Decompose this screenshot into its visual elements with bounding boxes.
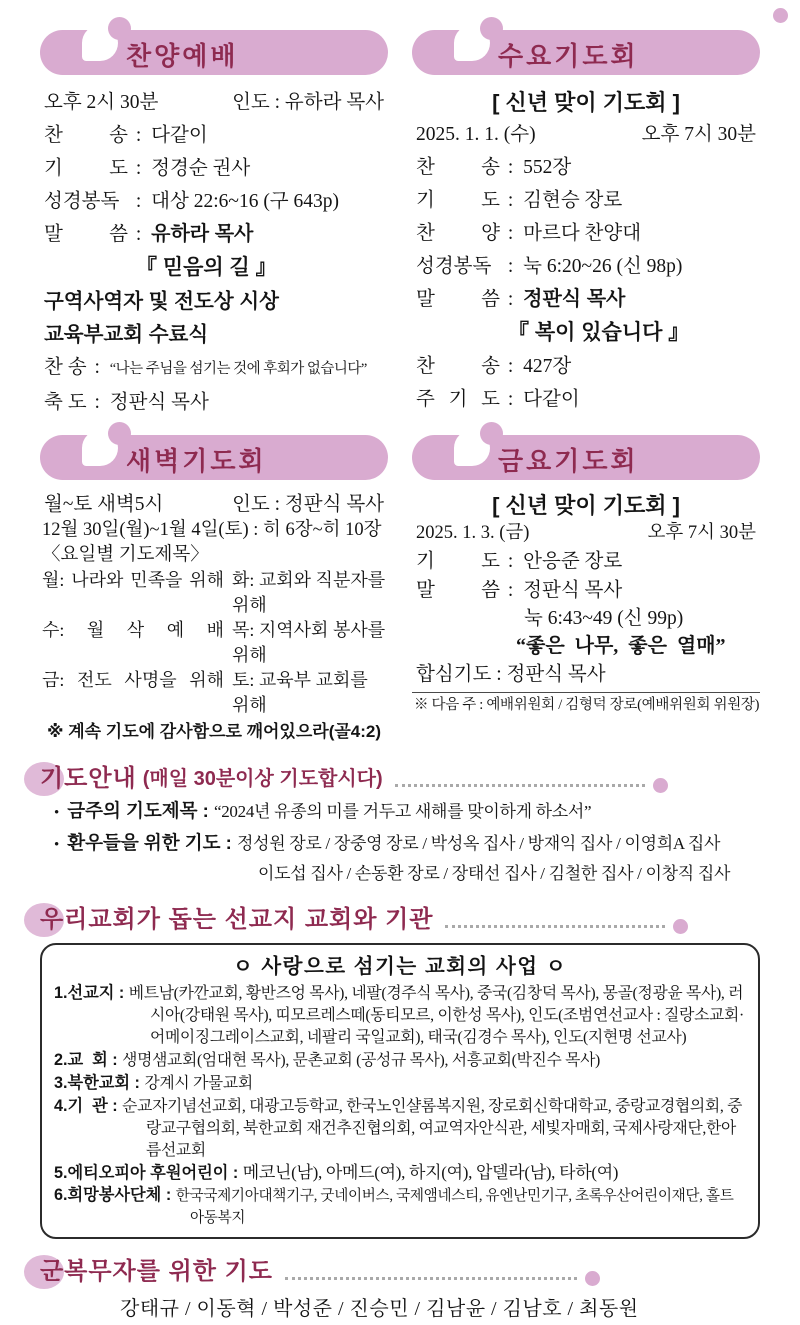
- wednesday-date: 2025. 1. 1. (수): [416, 124, 536, 145]
- praise-event: 교육부교회 수료식: [44, 323, 209, 346]
- friday-banner-title: 금요기도회: [498, 446, 639, 476]
- wednesday-subtitle: [ 신년 맞이 기도회 ]: [492, 90, 680, 115]
- military-prayer-title: 군복무자를 위한 기도: [40, 1255, 273, 1289]
- dotted-leader: [395, 784, 645, 787]
- mission-item: 5.에티오피아 후원어린이 : 메코닌(남), 아메드(여), 하지(여), 압델라(남), 타하(여): [54, 1163, 619, 1182]
- friday-subtitle: [ 신년 맞이 기도회 ]: [492, 493, 680, 518]
- wednesday-meta: [412, 119, 760, 151]
- order-row: 기 도 : 정경순 권사: [44, 158, 251, 179]
- military-names: 강태규 / 이동혁 / 박성준 / 진승민 / 김남윤 / 김남호 / 최동원: [120, 1298, 639, 1320]
- wednesday-time: 오후 7시 30분: [641, 124, 756, 145]
- section-wednesday-prayer: [412, 30, 760, 419]
- day-prayer-row: 금: 전도 사명을 위해 토: 교육부 교회를 위해: [42, 670, 368, 715]
- middle-row: [40, 435, 760, 746]
- day-prayer-row: 수: 월 삭 예 배 목: 지역사회 봉사를 위해: [42, 620, 386, 665]
- order-row: 찬 송 : 427장: [416, 356, 572, 377]
- friday-time: 오후 7시 30분: [647, 523, 756, 543]
- next-week-note: ※ 다음 주 : 예배위원회 / 김형덕 장로(예배위원회 위원장): [414, 697, 760, 713]
- praise-time: 오후 2시 30분: [44, 92, 159, 113]
- section-friday-prayer: [412, 435, 760, 746]
- order-row: 축 도 : 정판식 목사: [44, 392, 209, 413]
- dotted-leader: [285, 1277, 577, 1280]
- dawn-subtitle: 〈요일별 기도제목〉: [42, 545, 209, 565]
- dawn-note: ※ 계속 기도에 감사함으로 깨어있으라(골4:2): [46, 722, 382, 741]
- section-praise-worship: [40, 30, 388, 419]
- praise-banner-title: 찬양예배: [126, 41, 239, 71]
- wednesday-banner-title: 수요기도회: [498, 41, 639, 71]
- order-row: 찬 송 : “나는 주님을 섬기는 것에 후회가 없습니다”: [44, 357, 367, 378]
- praise-leader: 인도 : 유하라 목사: [232, 92, 384, 113]
- dawn-time: 월~토 새벽5시: [44, 494, 164, 515]
- weekly-prayer-topic: • 금주의 기도제목 : “2024년 유종의 미를 거두고 새해를 맞이하게 하소서”: [54, 800, 592, 821]
- dawn-meta: [40, 492, 388, 518]
- mission-box: [40, 943, 760, 1239]
- mission-item: 4.기 관 : 순교자기념선교회, 대광고등학교, 한국노인샬롬복지원, 장로회신학대학교, 중랑교경협의회, 중랑교구협의회, 북한교회 재건추진협의회, 여교역자안식관, 세빛자매회, 국제사랑재단,한아름선교회: [54, 1097, 743, 1159]
- praise-banner: [40, 30, 388, 75]
- praise-meta: [40, 87, 388, 119]
- mission-item: 3.북한교회 : 강계시 가물교회: [54, 1074, 253, 1092]
- section-dawn-prayer: [40, 435, 388, 746]
- mission-title: 우리교회가 돕는 선교지 교회와 기관: [40, 903, 433, 937]
- mission-item: 2.교 회 : 생명샘교회(엄대현 목사), 문촌교회 (공성규 목사), 서흥교회(박진수 목사): [54, 1051, 600, 1069]
- dot-deco-icon: [653, 778, 668, 793]
- friday-banner: [412, 435, 760, 480]
- top-row: [40, 30, 760, 419]
- friday-date: 2025. 1. 3. (금): [416, 523, 530, 543]
- mission-header: [40, 903, 688, 937]
- order-row: 말 씀 : 유하라 목사: [44, 223, 254, 245]
- dot-deco-icon: [673, 919, 688, 934]
- friday-sermon-quote: “좋은 나무, 좋은 열매”: [516, 635, 726, 657]
- friday-meta: [412, 520, 760, 547]
- dawn-banner-title: 새벽기도회: [126, 446, 267, 476]
- wednesday-sermon-title: 『 복이 있습니다 』: [508, 321, 690, 344]
- mission-item: 6.희망봉사단체 : 한국국제기아대책기구, 굿네이버스, 국제앰네스티, 유엔난민기구, 초록우산어린이재단, 홀트아동복지: [54, 1186, 734, 1226]
- praise-event: 구역사역자 및 전도상 시상: [44, 290, 279, 313]
- dotted-leader: [445, 925, 665, 928]
- day-prayer-row: 월: 나라와 민족을 위해 화: 교회와 직분자를 위해: [42, 570, 386, 615]
- order-row: 성경봉독 : 눅 6:20~26 (신 98p): [416, 256, 683, 277]
- prayer-guide-title: 기도안내: [40, 762, 137, 796]
- military-prayer-header: [40, 1255, 600, 1289]
- wednesday-banner: [412, 30, 760, 75]
- order-row: 기 도 : 김현승 장로: [416, 190, 623, 211]
- mission-box-title: ㅇ 사랑으로 섬기는 교회의 사업 ㅇ: [232, 955, 568, 978]
- order-row: 주 기 도 : 다같이: [416, 389, 580, 410]
- prayer-guide-header: [40, 762, 668, 796]
- praise-sermon-title: 『 믿음의 길 』: [136, 256, 277, 279]
- dawn-range: 12월 30일(월)~1월 4일(토) : 히 6장~히 10장: [42, 520, 382, 540]
- corner-dot: [773, 8, 788, 23]
- order-row: 말 씀 : 정판식 목사: [416, 580, 623, 601]
- dawn-leader: 인도 : 정판식 목사: [232, 494, 384, 515]
- order-row: 찬 양 : 마르다 찬양대: [416, 223, 642, 244]
- order-row: 찬 송 : 다같이: [44, 125, 208, 146]
- mission-item: 1.선교지 : 베트남(카깐교회, 황반즈엉 목사), 네팔(경주식 목사), 중국(김창덕 목사), 몽골(정광윤 목사), 러시아(강태원 목사), 띠모르레스떼(동티모르, 이한성 목사), 인도(조범연선교사 : 질랑소교회·어메이징그레이스교회, 네팔리 국일교회), 태국(김경수 목사), 인도(지현명 선교사): [54, 984, 744, 1046]
- sick-members-prayer: • 환우들을 위한 기도 : 정성원 장로 / 장중영 장로 / 박성옥 집사 / 방재익 집사 / 이영희A 집사: [54, 832, 721, 853]
- union-prayer-row: 합심기도 : 정판식 목사: [412, 660, 760, 693]
- dot-deco-icon: [585, 1271, 600, 1286]
- dawn-banner: [40, 435, 388, 480]
- order-row: 찬 송 : 552장: [416, 157, 572, 178]
- order-row: 기 도 : 안응준 장로: [416, 551, 623, 572]
- prayer-guide-subtitle: (매일 30분이상 기도합시다): [142, 768, 383, 790]
- order-row: 말 씀 : 정판식 목사: [416, 288, 626, 310]
- order-row: 성경봉독 : 대상 22:6~16 (구 643p): [44, 191, 340, 212]
- friday-scripture: 눅 6:43~49 (신 99p): [524, 608, 684, 629]
- sick-members-prayer-line2: 이도섭 집사 / 손동환 장로 / 장태선 집사 / 김철한 집사 / 이창직 집사: [258, 864, 731, 883]
